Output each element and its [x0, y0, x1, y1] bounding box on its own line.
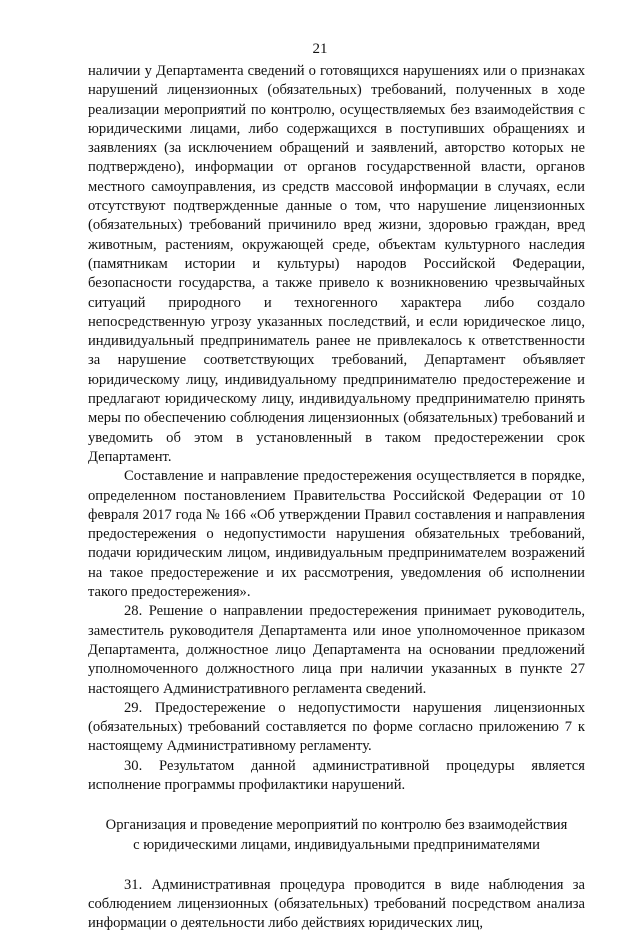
section-heading-line-2: с юридическими лицами, индивидуальными предпринимателями [133, 836, 540, 853]
section-spacer-2 [88, 855, 585, 876]
section-heading [88, 816, 585, 855]
paragraph-warning-procedure: Составление и направление предостережения осуществляется в порядке, определенном постановлением Правительства Российской Федерации от 10 февраля 2017 года № 166 «Об утверждении Правил составления и направления предостережения о недопустимости нарушения обязательных требований, подачи юридическим лицом, индивидуальным предпринимателем возражений на такое предостережение и их рассмотрения, уведомления об исполнении такого предостережения». [88, 468, 585, 601]
paragraph-30: 30. Результатом данной административной процедуры является исполнение программы профилактики нарушений. [88, 757, 585, 793]
paragraph-31: 31. Административная процедура проводится в виде наблюдения за соблюдением лицензионных (обязательных) требований посредством анализа информации о деятельности либо действиях юридических лиц, [88, 876, 585, 932]
page-number: 21 [312, 41, 328, 57]
section-heading-line-1: Организация и проведение мероприятий по контролю без взаимодействия [105, 817, 568, 834]
paragraph-29: 29. Предостережение о недопустимости нарушения лицензионных (обязательных) требований составляется по форме согласно приложению 7 к настоящему Административному регламенту. [88, 699, 585, 755]
paragraph-28: 28. Решение о направлении предостережения принимает руководитель, заместитель руководителя Департамента или иное уполномоченное приказом Департамента, должностное лицо Департамента на основании предложений уполномоченного должностного лица при наличии указанных в пункте 27 настоящего Административного регламента сведений. [88, 603, 585, 697]
paragraph-continuation: наличии у Департамента сведений о готовящихся нарушениях или о признаках нарушений лицензионных (обязательных) требований, полученных в ходе реализации мероприятий по контролю, осуществляемых без взаимодействия с юридическими лицами, либо содержащихся в поступивших обращениях и заявлениях (за исключением обращений и заявлений, авторство которых не подтверждено), информации от органов государственной власти, органов местного самоуправления, из средств массовой информации в случаях, если отсутствуют подтвержденные данные о том, что нарушение лицензионных (обязательных) требований причинило вред жизни, здоровью граждан, вред животным, растениям, окружающей среде, объектам культурного наследия (памятникам истории и культуры) народов Российской Федерации, безопасности государства, а также привело к возникновению чрезвычайных ситуаций природного и техногенного характера либо создало непосредственную угрозу указанных последствий, и если юридическое лицо, индивидуальный предприниматель ранее не привлекалось к ответственности за нарушение соответствующих требований, Департамент объявляет юридическому лицу, индивидуальному предпринимателю предостережение и предлагают юридическому лицу, индивидуальному предпринимателю принять меры по обеспечению соблюдения лицензионных (обязательных) требований и уведомить об этом в установленный в таком предостережении срок Департамент. [88, 63, 585, 465]
document-body [88, 62, 585, 934]
section-spacer [88, 795, 585, 816]
